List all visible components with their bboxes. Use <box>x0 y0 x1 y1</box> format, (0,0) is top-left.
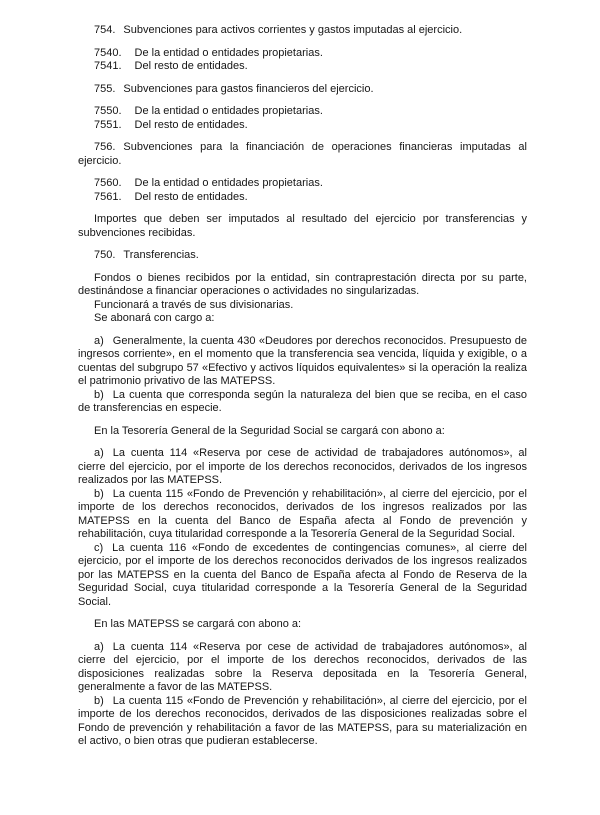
account-item-750 <box>78 249 527 263</box>
account-item-754 <box>78 24 527 38</box>
subaccount-title: Del resto de entidades. <box>134 118 248 131</box>
matepss-heading: En las MATEPSS se cargará con abono a: <box>94 618 302 630</box>
item-letter: a) <box>94 640 104 653</box>
item-text: La cuenta 115 «Fondo de Prevención y rehabilitación», al cierre del ejercicio, por el importe de los derechos reconocidos, derivados de las disposiciones realizadas sobre el Fondo de prevención y rehabilitación a favor de las MATEPSS, para su materialización en el activo, o bien otras que pudieran establecerse. <box>78 694 527 747</box>
account-number: 755. <box>94 82 116 95</box>
account-title: Subvenciones para activos corrientes y gastos imputadas al ejercicio. <box>123 24 463 36</box>
item-letter: a) <box>94 334 104 347</box>
tesoreria-heading: En la Tesorería General de la Seguridad Social se cargará con abono a: <box>94 424 445 437</box>
item-text: La cuenta que corresponda según la naturaleza del bien que se reciba, en el caso de transferencias en especie. <box>78 388 527 414</box>
subaccount-number: 7551. <box>94 118 122 131</box>
subaccount-item-7551 <box>78 119 527 133</box>
subaccount-number: 7541. <box>94 60 122 72</box>
account-title: Subvenciones para la financiación de operaciones financieras imputadas al ejercicio. <box>78 141 527 167</box>
item-letter: c) <box>94 541 104 554</box>
account-item-756 <box>78 141 527 168</box>
subaccount-item-7541 <box>78 60 527 74</box>
tesoreria-item-c <box>78 542 527 610</box>
tesoreria-item-a <box>78 447 527 488</box>
account-title: Subvenciones para gastos financieros del ejercicio. <box>123 82 374 95</box>
matepss-item-b <box>78 695 527 749</box>
subaccount-item-7560 <box>78 177 527 191</box>
abono-item-b <box>78 389 527 416</box>
item-text: La cuenta 115 «Fondo de Prevención y rehabilitación», al cierre del ejercicio, por el importe de los derechos reconocidos, derivados de los ingresos realizados por las MATEPSS en la cuenta del Banco de España afecta al Fondo de prevención y rehabilitación, cuya titularidad corresponde a la Tesorería General de la Seguridad Social. <box>78 487 527 540</box>
subaccount-item-7540 <box>78 47 527 61</box>
subaccount-title: De la entidad o entidades propietarias. <box>134 105 323 117</box>
abono-item-a <box>78 335 527 389</box>
item-text: La cuenta 114 «Reserva por cese de actividad de trabajadores autónomos», al cierre del ejercicio, por el importe de los derechos reconocidos, derivados de los ingresos realizados por las MATEPSS. <box>78 447 527 486</box>
item-letter: b) <box>94 388 104 401</box>
subaccount-number: 7550. <box>94 105 122 117</box>
definition-paragraph: Fondos o bienes recibidos por la entidad, sin contraprestación directa por su parte, destinándose a financiar operaciones o actividades no singularizadas. <box>78 271 527 297</box>
item-text: La cuenta 116 «Fondo de excedentes de contingencias comunes», al cierre del ejercicio, por el importe de los derechos reconocidos derivados de los ingresos realizados por las MATEPSS en la cuenta del Banco de España afecta al Fondo de Reserva de la Seguridad Social, cuya titularidad corresponde a la Tesorería General de la Seguridad Social. <box>78 541 527 608</box>
account-number: 754. <box>94 24 116 36</box>
item-letter: b) <box>94 694 104 707</box>
account-item-755 <box>78 83 527 97</box>
imputation-note: Importes que deben ser imputados al resultado del ejercicio por transferencias y subvenciones recibidas. <box>78 213 527 239</box>
subaccount-number: 7560. <box>94 177 122 189</box>
account-number: 750. <box>94 249 116 261</box>
divisionarias-paragraph: Funcionará a través de sus divisionarias. <box>94 298 294 311</box>
subaccount-title: Del resto de entidades. <box>134 190 248 203</box>
item-letter: a) <box>94 447 104 459</box>
account-number: 756. <box>94 141 116 153</box>
item-text: Generalmente, la cuenta 430 «Deudores por derechos reconocidos. Presupuesto de ingresos corriente», en el momento que la transferencia sea vencida, líquida y exigible, o a cuentas del subgrupo 57 «Efectivo y activos líquidos equivalentes» si la operación la realiza el patrimonio privativo de las MATEPSS. <box>78 334 527 387</box>
subaccount-number: 7561. <box>94 190 122 203</box>
subaccount-number: 7540. <box>94 46 122 59</box>
item-letter: b) <box>94 487 104 500</box>
matepss-item-a <box>78 641 527 695</box>
subaccount-title: De la entidad o entidades propietarias. <box>134 177 323 189</box>
subaccount-item-7561 <box>78 191 527 205</box>
subaccount-title: De la entidad o entidades propietarias. <box>134 46 323 59</box>
tesoreria-item-b <box>78 488 527 542</box>
subaccount-item-7550 <box>78 105 527 119</box>
se-abonara-heading: Se abonará con cargo a: <box>94 312 215 324</box>
subaccount-title: Del resto de entidades. <box>134 60 248 72</box>
item-text: La cuenta 114 «Reserva por cese de actividad de trabajadores autónomos», al cierre del ejercicio, por el importe de los derechos reconocidos, derivados de las disposiciones realizadas sobre la Reserva depositada en la Tesorería General, generalmente a favor de las MATEPSS. <box>78 640 527 693</box>
account-title: Transferencias. <box>123 249 199 261</box>
